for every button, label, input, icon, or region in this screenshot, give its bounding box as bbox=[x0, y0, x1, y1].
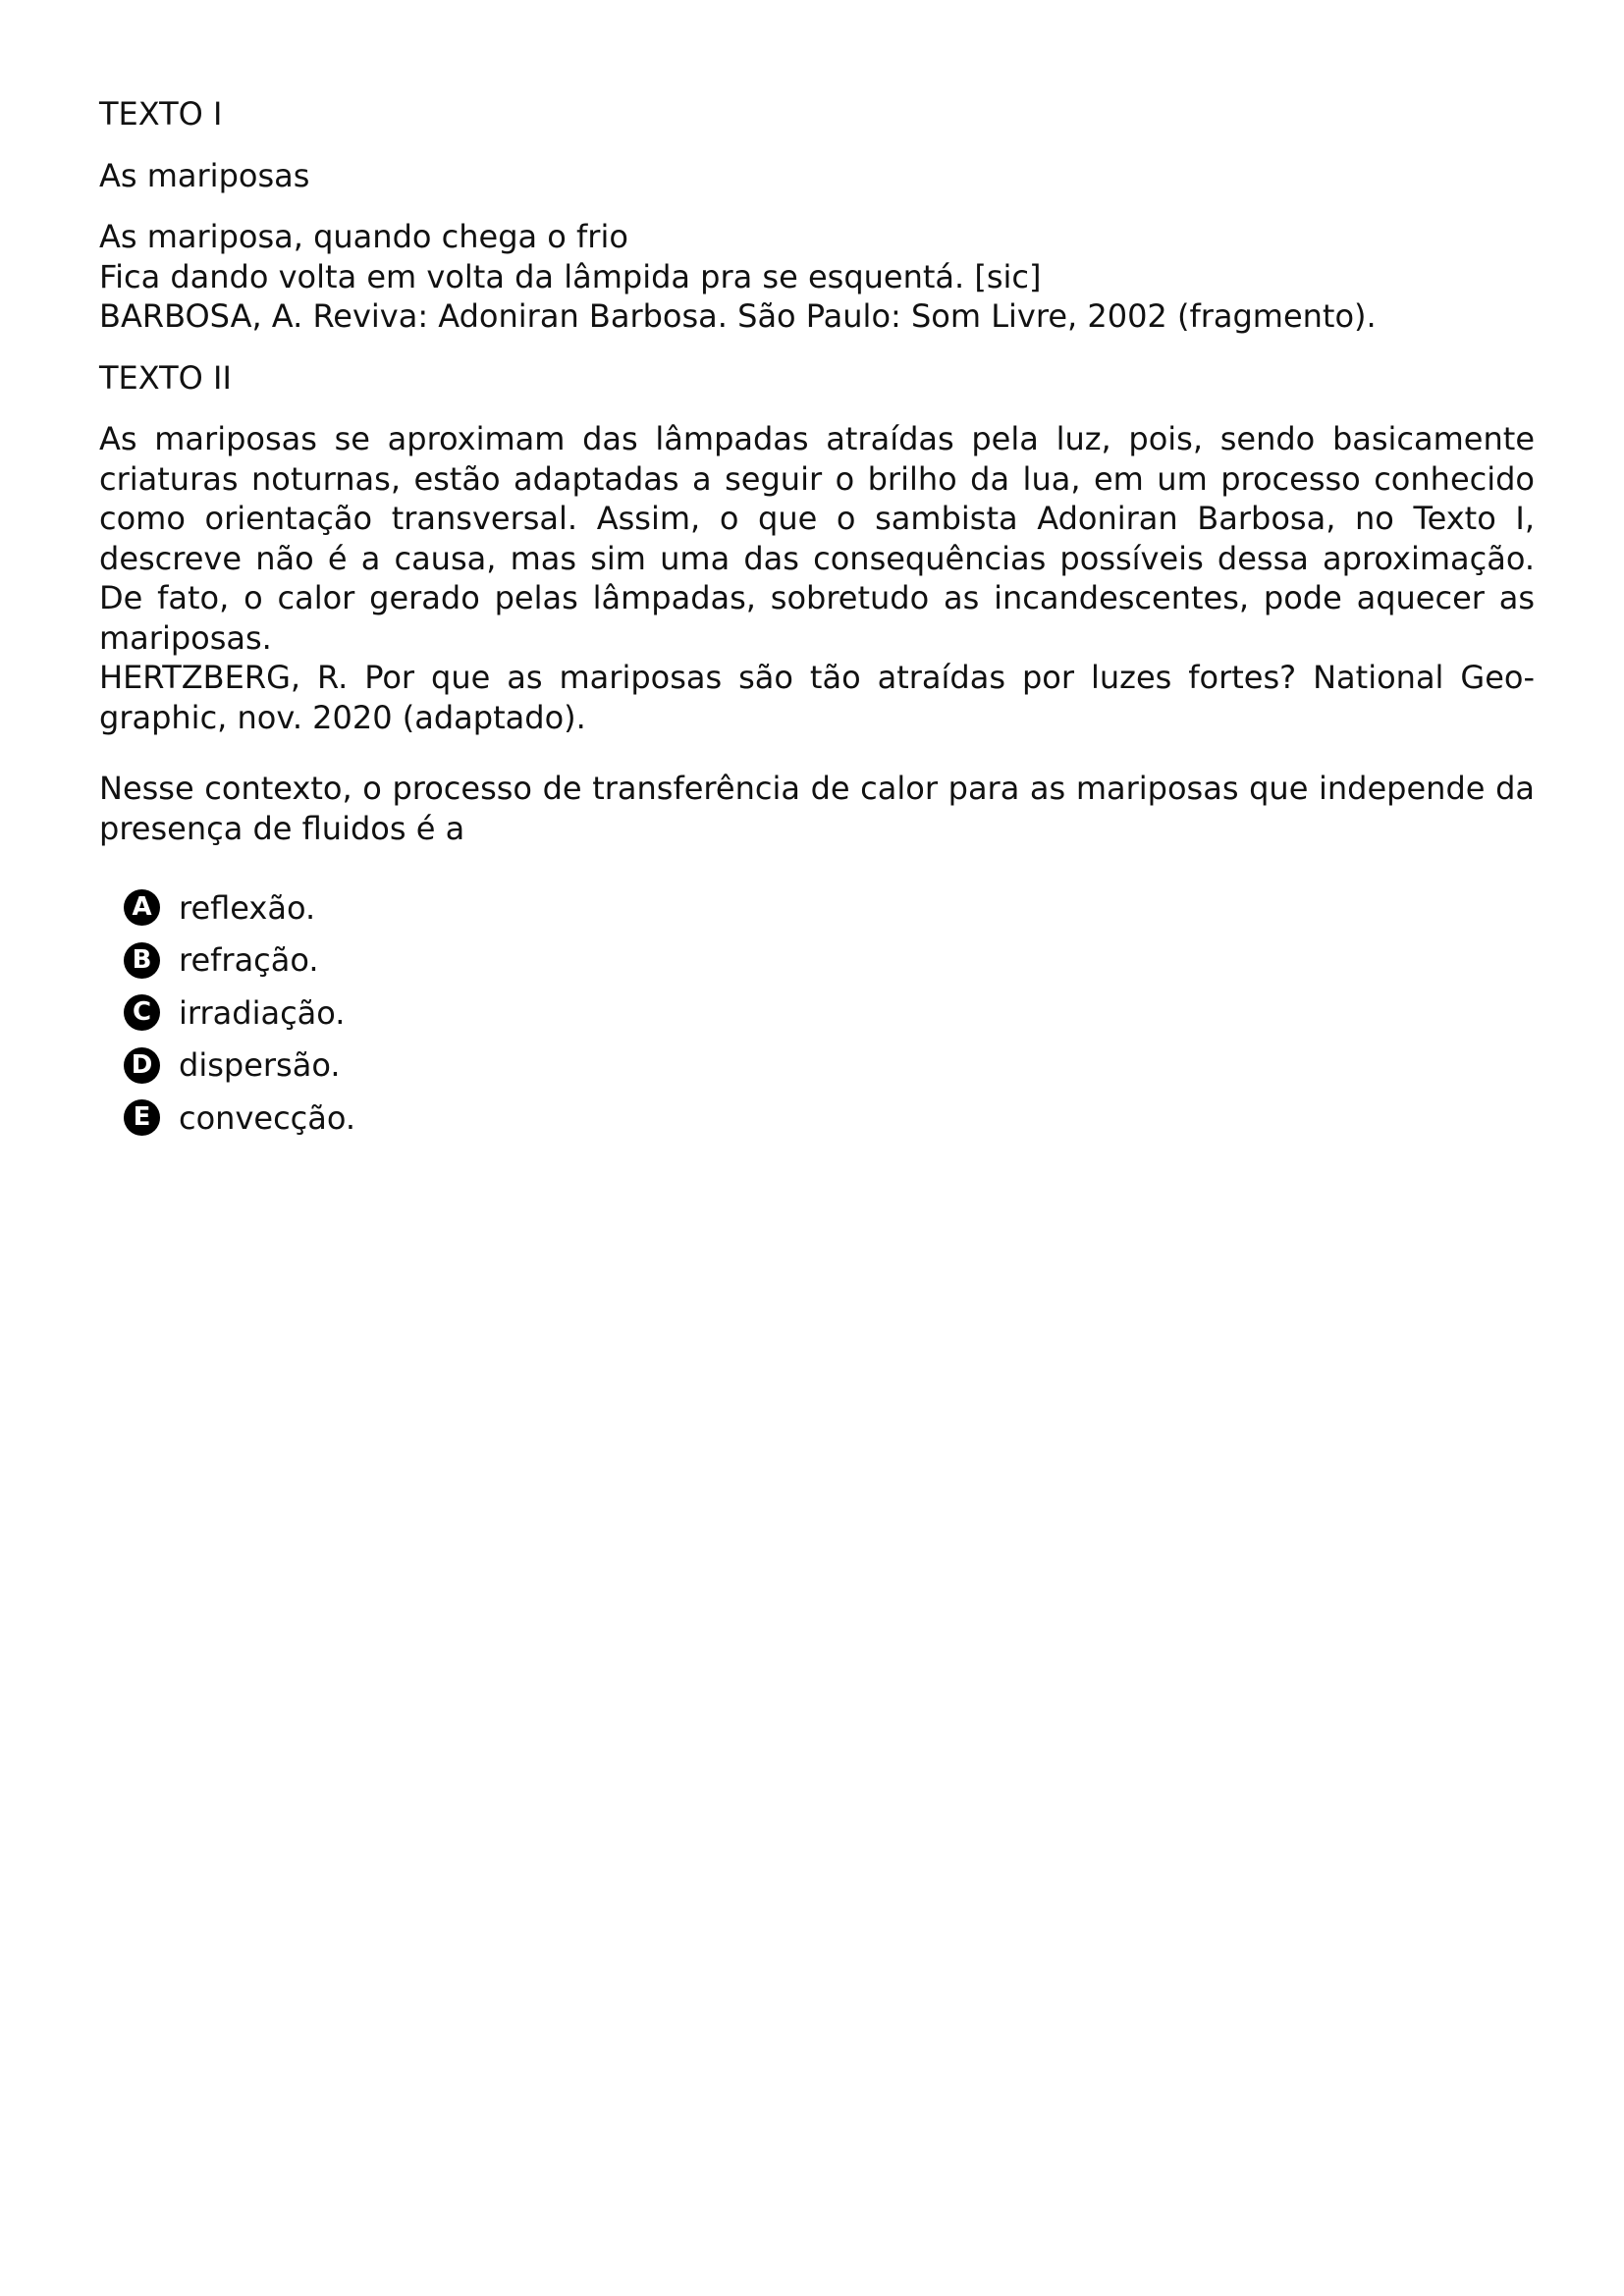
texto-1-source: BARBOSA, A. Reviva: Adoniran Barbosa. São Paulo: Som Livre, 2002 (fragmento). bbox=[99, 297, 1377, 335]
option-a[interactable] bbox=[124, 881, 1535, 934]
lyric-line-2: Fica dando volta em volta da lâmpida pra se esquentá. [sic] bbox=[99, 257, 1042, 295]
texto-2-body: As mariposas se aproximam das lâmpadas atraídas pela luz, pois, sendo basicamente criaturas noturnas, estão adaptadas a seguir o brilho da lua, em um processo conhecido como orientação transversal. Assim, o que o sambista Adoniran Barbosa, no Texto I, descreve não é a causa, mas sim uma das consequências possíveis dessa aproximação. De fato, o calor gerado pelas lâmpadas, sobretudo as incandescentes, pode aquecer as mariposas. bbox=[99, 420, 1535, 657]
option-letter-b-icon: B bbox=[124, 942, 160, 979]
option-d[interactable] bbox=[124, 1040, 1535, 1093]
option-letter-c-icon: C bbox=[124, 994, 160, 1031]
option-letter-a-icon: A bbox=[124, 889, 160, 926]
option-text: reflexão. bbox=[179, 888, 316, 927]
texto-2-source: HERTZBERG, R. Por que as mariposas são tão atraídas por luzes fortes? National Geographic, nov. 2020 (adaptado). bbox=[99, 659, 1535, 736]
texto-2-heading: TEXTO II bbox=[99, 358, 232, 397]
option-letter-e-icon: E bbox=[124, 1099, 160, 1136]
question-document bbox=[99, 94, 1535, 1145]
texto-2-excerpt bbox=[99, 419, 1535, 737]
texto-1-excerpt bbox=[99, 217, 1535, 337]
option-letter-d-icon: D bbox=[124, 1047, 160, 1084]
answer-options bbox=[124, 881, 1535, 1145]
option-c[interactable] bbox=[124, 987, 1535, 1040]
option-text: dispersão. bbox=[179, 1046, 341, 1084]
question-stem: Nesse contexto, o processo de transferência de calor para as mariposas que independe da presença de fluidos é a bbox=[99, 770, 1535, 847]
option-text: convecção. bbox=[179, 1098, 356, 1137]
option-text: irradiação. bbox=[179, 993, 346, 1032]
texto-1-title: As mariposas bbox=[99, 156, 310, 194]
option-text: refração. bbox=[179, 941, 319, 979]
option-e[interactable] bbox=[124, 1092, 1535, 1145]
lyric-line-1: As mariposa, quando chega o frio bbox=[99, 218, 628, 255]
texto-1-heading: TEXTO I bbox=[99, 95, 223, 133]
option-b[interactable] bbox=[124, 934, 1535, 988]
